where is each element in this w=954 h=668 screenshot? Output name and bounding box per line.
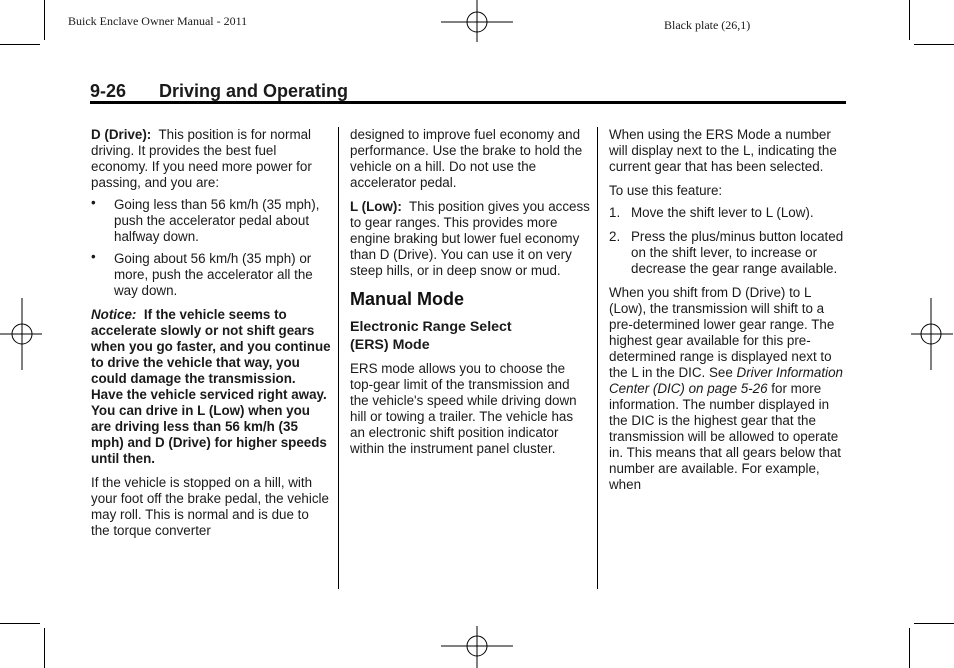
hill-text: If the vehicle is stopped on a hill, with your foot off the brake pedal, the vehicle may roll. This is normal and is due to the torque converter xyxy=(91,475,329,538)
drive-paragraph xyxy=(91,127,331,191)
plate-label: Black plate (26,1) xyxy=(664,18,751,32)
list-item xyxy=(91,197,331,245)
title-rule xyxy=(90,101,846,104)
ers-text: ERS mode allows you to choose the top-gear limit of the transmission and the vehicle's speed while driving down hill or towing a trailer. The vehicle has an electronic shift position indicator within the instrument panel cluster. xyxy=(350,361,577,456)
crop-mark-bottom-left-h xyxy=(0,623,40,624)
ers-paragraph xyxy=(350,361,590,457)
step-number: 1. xyxy=(609,205,621,220)
list-item xyxy=(609,205,849,221)
column-2 xyxy=(350,127,590,463)
ers-heading-line2: (ERS) Mode xyxy=(350,337,430,353)
registration-bottom-icon xyxy=(477,646,478,647)
notice-text: If the vehicle seems to accelerate slowly or not shift gears when you go faster, and you continue to drive the vehicle that way, you could damage the transmission. Have the vehicle serviced right away. You can drive in L (Low) when you are driving less than 56 km/h (35 mph) and D (Drive) for higher speeds until then. xyxy=(91,307,331,466)
ers-heading xyxy=(350,318,590,354)
drive-label: D (Drive): xyxy=(91,127,152,142)
crop-mark-top-left-h xyxy=(0,44,40,45)
notice-paragraph xyxy=(91,307,331,467)
page-number: 9-26 xyxy=(90,81,127,101)
ers-display-text: When using the ERS Mode a number will display next to the L, indicating the current gear that has been selected. xyxy=(609,127,837,174)
ers-display-paragraph xyxy=(609,127,849,175)
continued-text: designed to improve fuel economy and performance. Use the brake to hold the vehicle on a hill. Do not use the accelerator pedal. xyxy=(350,127,583,190)
page-title-bar xyxy=(90,81,846,105)
shift-text-a: When you shift from D (Drive) to L (Low), the transmission will shift to a pre-determined lower gear range. The highest gear available for this pre-determined range is displayed next to the L in the DIC. See xyxy=(609,285,835,380)
registration-right-icon xyxy=(931,334,932,335)
continued-paragraph xyxy=(350,127,590,191)
step-text: Press the plus/minus button located on the shift lever, to increase or decrease the gear range available. xyxy=(631,229,844,276)
bullet-icon: • xyxy=(91,249,96,264)
section-title: Driving and Operating xyxy=(159,81,349,101)
low-label: L (Low): xyxy=(350,199,402,214)
crop-mark-top-left-v xyxy=(44,0,45,40)
ers-heading-line1: Electronic Range Select xyxy=(350,319,512,335)
hill-paragraph xyxy=(91,475,331,539)
use-intro: To use this feature: xyxy=(609,183,723,198)
column-divider-1 xyxy=(338,127,339,589)
column-1 xyxy=(91,127,331,545)
registration-left-icon xyxy=(22,334,23,335)
column-3 xyxy=(609,127,849,499)
step-number: 2. xyxy=(609,229,621,244)
notice-label: Notice: xyxy=(91,307,137,322)
crop-mark-top-right-v xyxy=(909,0,910,40)
crop-mark-bottom-right-h xyxy=(914,623,954,624)
manual-mode-heading: Manual Mode xyxy=(350,289,465,309)
shift-paragraph xyxy=(609,285,849,493)
drive-text: This position is for normal driving. It provides the best fuel economy. If you need more power for passing, and you are: xyxy=(91,127,312,190)
crop-mark-bottom-right-v xyxy=(909,628,910,668)
bullet-text: Going less than 56 km/h (35 mph), push the accelerator pedal about halfway down. xyxy=(114,197,320,244)
step-text: Move the shift lever to L (Low). xyxy=(631,205,814,220)
bullet-icon: • xyxy=(91,195,96,210)
shift-text-b: for more information. The number displayed in the DIC is the highest gear that the transmission will be allowed to operate in. This means that all gears below that number are available. For example, when xyxy=(609,381,841,492)
bullet-text: Going about 56 km/h (35 mph) or more, push the accelerator all the way down. xyxy=(114,251,313,298)
manual-title: Buick Enclave Owner Manual - 2011 xyxy=(68,14,248,28)
crop-mark-bottom-left-v xyxy=(44,628,45,668)
list-item xyxy=(91,251,331,299)
dic-reference-link[interactable]: Driver Information Center (DIC) on page 5-26 xyxy=(609,365,843,396)
column-divider-2 xyxy=(597,127,598,589)
crop-mark-top-right-h xyxy=(914,44,954,45)
list-item xyxy=(609,229,849,277)
registration-top-icon xyxy=(477,22,478,23)
low-text: This position gives you access to gear ranges. This provides more engine braking but lower fuel economy than D (Drive). You can use it on very steep hills, or in deep snow or mud. xyxy=(350,199,590,278)
low-paragraph xyxy=(350,199,590,279)
